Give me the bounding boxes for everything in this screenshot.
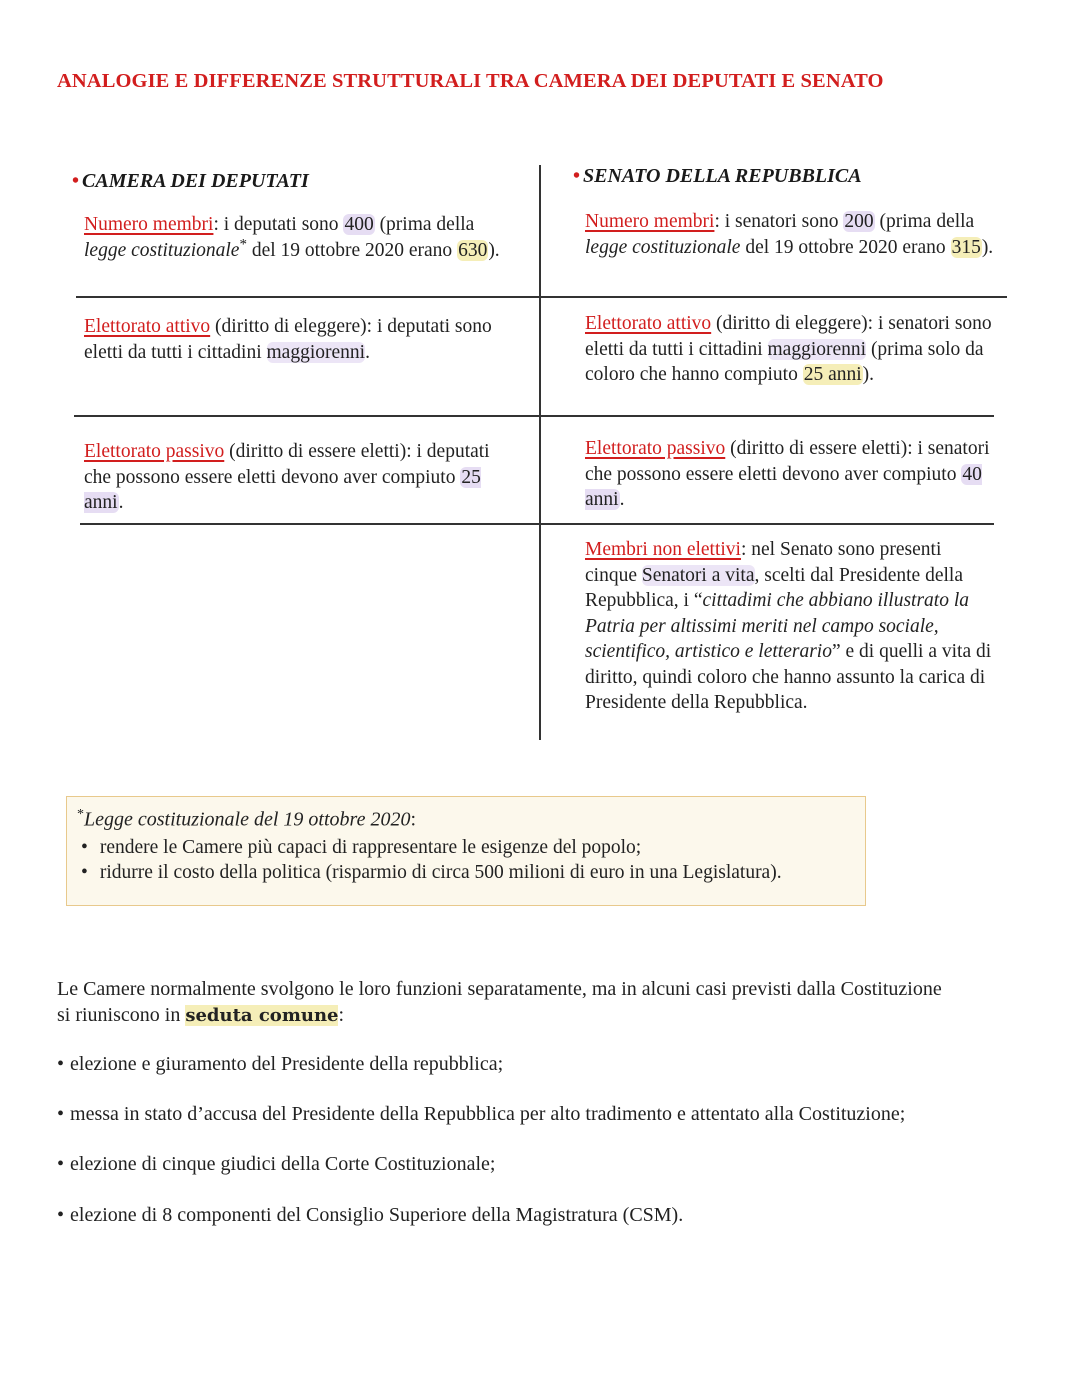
highlight-bold: seduta comune (185, 1004, 339, 1026)
list-item: • messa in stato d’accusa del Presidente della Repubblica per alto tradimento e attentato alla Costituzione; (57, 1103, 905, 1126)
bullet-dot: • (72, 170, 80, 192)
label-numero-membri: Numero membri (585, 211, 715, 232)
label-elettorato-attivo: Elettorato attivo (585, 313, 712, 334)
list-item: • elezione e giuramento del Presidente della repubblica; (57, 1053, 503, 1076)
senato-heading: • SENATO DELLA REPUBBLICA (573, 165, 862, 187)
senato-elettorato-attivo: Elettorato attivo (diritto di eleggere): i senatori sono eletti da tutti i cittadini maggiorenni (prima solo da coloro che hanno compiuto 25 anni). (585, 313, 992, 385)
table-row-divider (76, 296, 1007, 298)
camera-elettorato-passivo: Elettorato passivo (diritto di essere eletti): i deputati che possono essere eletti devono aver compiuto 25 anni. (84, 441, 490, 513)
footnote-title: *Legge costituzionale del 19 ottobre 2020: (77, 807, 417, 831)
bullet-dot: • (573, 165, 581, 187)
highlight-number: 630 (458, 239, 488, 261)
table-row-divider (80, 523, 994, 525)
highlight-number: 200 (844, 211, 874, 232)
list-item: • rendere le Camere più capaci di rappresentare le esigenze del popolo; (77, 835, 782, 860)
footnote-list (77, 835, 782, 885)
highlight-word: 25 anni (84, 466, 481, 513)
senato-membri-non-elettivi: Membri non elettivi: nel Senato sono presenti cinque Senatori a vita, scelti dal Presidente della Repubblica, i “cittadimi che abbiano illustrato la Patria per altissimi meriti nel campo sociale, scientifico, artistico e letterario” e di quelli a vita di diritto, quindi coloro che hanno assunto la carica di Presidente della Repubblica. (585, 539, 992, 713)
camera-elettorato-attivo: Elettorato attivo (diritto di eleggere): i deputati sono eletti da tutti i cittadini maggiorenni. (84, 316, 492, 363)
highlight-number: 400 (344, 214, 374, 235)
highlight-word: Senatori a vita (641, 564, 755, 586)
label-membri-non-elettivi: Membri non elettivi (585, 539, 741, 560)
page-title: ANALOGIE E DIFFERENZE STRUTTURALI TRA CAMERA DEI DEPUTATI E SENATO (57, 70, 884, 92)
table-row-divider (74, 415, 994, 417)
senato-elettorato-passivo: Elettorato passivo (diritto di essere eletti): i senatori che possono essere eletti devono aver compiuto 40 anni. (585, 438, 990, 510)
camera-numero-membri: Numero membri: i deputati sono 400 (prima della legge costituzionale* del 19 ottobre 2020 erano 630). (84, 214, 500, 261)
senato-numero-membri: Numero membri: i senatori sono 200 (prima della legge costituzionale del 19 ottobre 2020 erano 315). (585, 211, 994, 258)
highlight-word: 40 anni (585, 463, 982, 510)
label-elettorato-passivo: Elettorato passivo (585, 438, 726, 459)
label-elettorato-passivo: Elettorato passivo (84, 441, 225, 462)
list-item: • elezione di cinque giudici della Corte Costituzionale; (57, 1153, 495, 1176)
footnote-box (66, 796, 866, 906)
list-item: • elezione di 8 componenti del Consiglio Superiore della Magistratura (CSM). (57, 1204, 683, 1227)
footnote-asterisk: * (239, 236, 247, 252)
table-vertical-divider (539, 165, 541, 740)
camera-heading: • CAMERA DEI DEPUTATI (72, 170, 309, 192)
label-elettorato-attivo: Elettorato attivo (84, 316, 211, 337)
highlight-number: 315 (951, 236, 981, 258)
highlight-number: 25 anni (803, 364, 862, 385)
list-item: • ridurre il costo della politica (risparmio di circa 500 milioni di euro in una Legislatura). (77, 860, 782, 885)
highlight-word: maggiorenni (266, 341, 366, 363)
intro-paragraph: Le Camere normalmente svolgono le loro funzioni separatamente, ma in alcuni casi previsti dalla Costituzione si riuniscono in seduta comune: (57, 978, 942, 1026)
label-numero-membri: Numero membri (84, 214, 214, 235)
highlight-word: maggiorenni (767, 338, 867, 360)
